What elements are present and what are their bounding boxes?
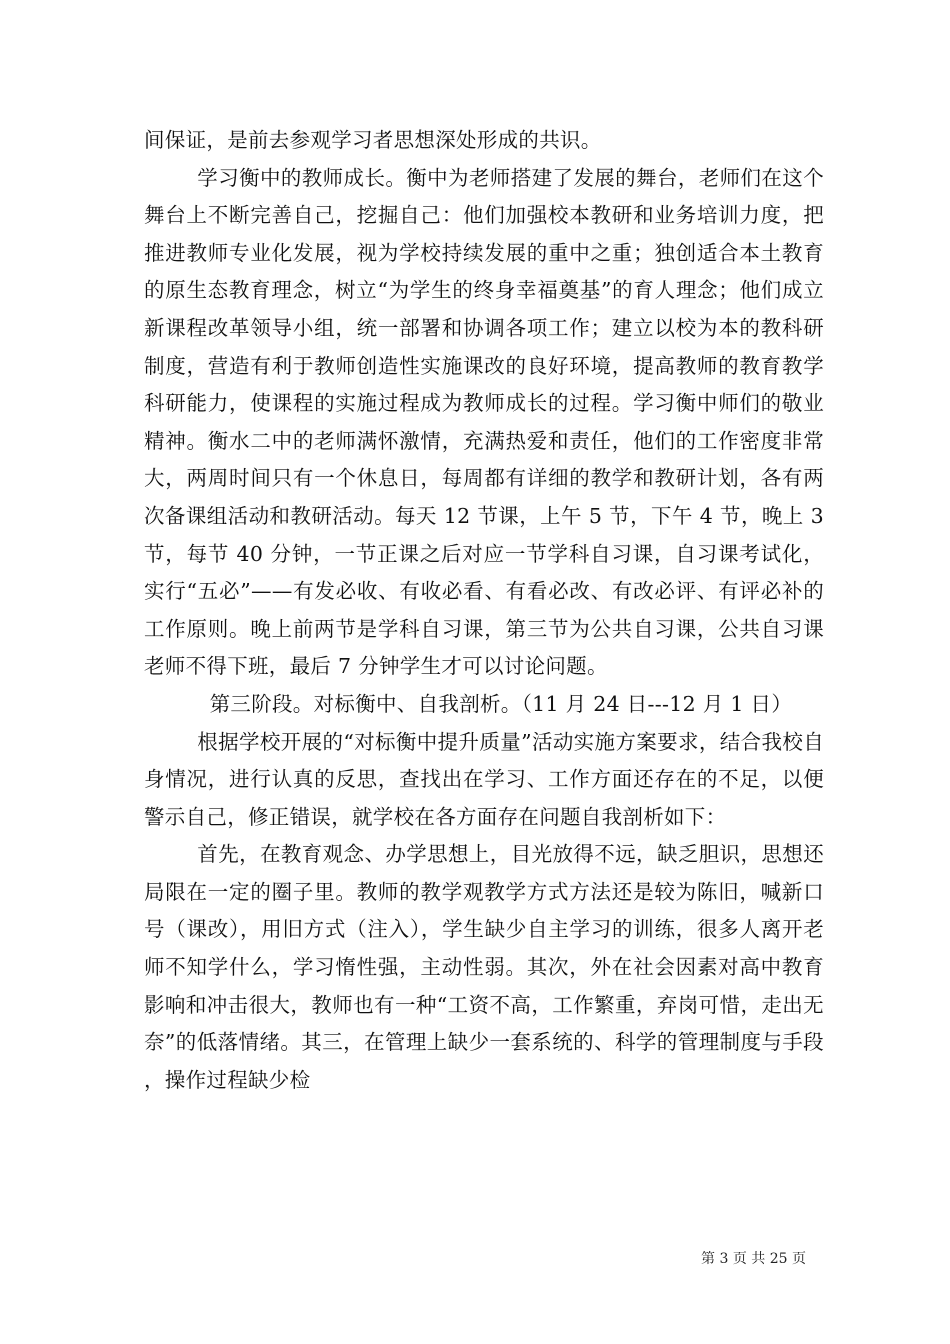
- paragraph-stage-three-heading: 第三阶段。对标衡中、自我剖析。（11 月 24 日---12 月 1 日）: [209, 691, 793, 716]
- paragraph-teacher-growth: 学习衡中的教师成长。衡中为老师搭建了发展的舞台，老师们在这个舞台上不断完善自己，挖掘自己：他们加强校本教研和业务培训力度，把推进教师专业化发展，视为学校持续发展的重中之重；独创适合本土教育的原生态教育理念，树立“为学生的终身幸福奠基”的育人理念；他们成立新课程改革领导小组，统一部署和协调各项工作；建立以校为本的教科研制度，营造有利于教师创造性实施课改的良好环境，提高教师的教育教学科研能力，使课程的实施过程成为教师成长的过程。学习衡中师们的敬业精神。衡水二中的老师满怀激情，充满热爱和责任，他们的工作密度非常大，两周时间只有一个休息日，每周都有详细的教学和教研计划，各有两次备课组活动和教研活动。每天 12 节课，上午 5 节，下午 4 节，晚上 3 节，每节 40 分钟，一节正课之后对应一节学科自习课，自习课考试化，实行“五必”——有发必收、有收必看、有看必改、有改必评、有评必补的工作原则。晚上前两节是学科自习课，第三节为公共自习课，公共自习课老师不得下班，最后 7 分钟学生才可以讨论问题。: [144, 165, 824, 679]
- page-number-footer: 第 3 页 共 25 页: [701, 1251, 806, 1267]
- paragraph-continuation: 间保证，是前去参观学习者思想深处形成的共识。: [144, 128, 602, 152]
- document-body: [144, 122, 824, 1099]
- paragraph-self-analysis-intro: 根据学校开展的“对标衡中提升质量”活动实施方案要求，结合我校自身情况，进行认真的反思，查找出在学习、工作方面还存在的不足，以便警示自己，修正错误，就学校在各方面存在问题自我剖析如下：: [144, 729, 824, 829]
- paragraph-problems: 首先，在教育观念、办学思想上，目光放得不远，缺乏胆识，思想还局限在一定的圈子里。教师的教学观教学方式方法还是较为陈旧，喊新口号（课改），用旧方式（注入），学生缺少自主学习的训练，很多人离开老师不知学什么，学习惰性强，主动性弱。其次，外在社会因素对高中教育影响和冲击很大，教师也有一种“工资不高，工作繁重，弃岗可惜，走出无奈”的低落情绪。其三，在管理上缺少一套系统的、科学的管理制度与手段，操作过程缺少检: [144, 842, 824, 1092]
